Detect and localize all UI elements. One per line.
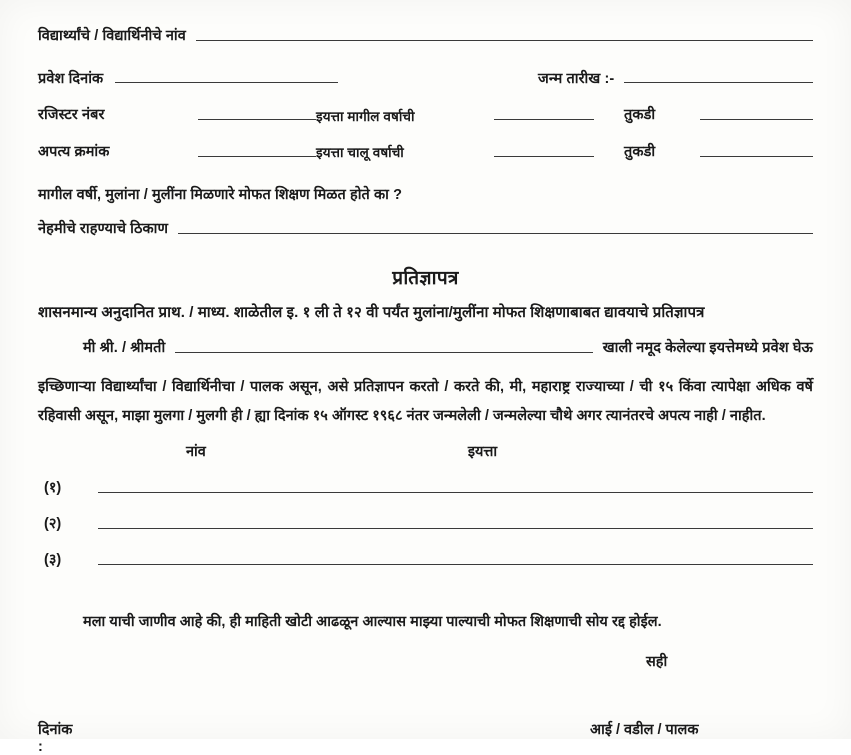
table-row	[38, 513, 813, 533]
register-class-prev-row	[38, 107, 813, 124]
awareness-statement: मला याची जाणीव आहे की, ही माहिती खोटी आढळून आल्यास माझ्या पाल्याची मोफत शिक्षणाची सोय रद्द होईल.	[83, 613, 662, 630]
signature-label: सही	[646, 653, 668, 670]
division-current-label: तुकडी	[624, 144, 656, 161]
free-education-question: मागील वर्षी, मुलांना / मुलींना मिळणारे मोफत शिक्षण मिळत होते का ?	[38, 186, 403, 203]
document-title: प्रतिज्ञापत्र	[392, 268, 459, 290]
birth-date-group	[538, 71, 813, 88]
division-current-input-line[interactable]	[700, 156, 813, 157]
residence-label: नेहमीचे राहण्याचे ठिकाण	[38, 221, 169, 238]
register-number-input-line[interactable]	[198, 119, 316, 120]
row-input-line[interactable]	[98, 527, 813, 529]
table-row	[38, 549, 813, 569]
declarant-prefix-label: मी श्री. / श्रीमती	[83, 340, 166, 357]
class-previous-year-input-line[interactable]	[494, 119, 594, 120]
row-input-line[interactable]	[98, 491, 813, 493]
child-order-class-current-row	[38, 144, 813, 161]
admission-date-group	[38, 71, 338, 88]
free-education-question-row	[38, 187, 813, 204]
form-content	[38, 22, 813, 755]
table-header-class: इयत्ता	[467, 443, 498, 460]
guardian-label: आई / वडील / पालक	[590, 721, 699, 738]
student-name-input-line[interactable]	[196, 39, 813, 41]
row-number: (३)	[44, 551, 62, 568]
row-number: (२)	[44, 515, 62, 532]
admission-date-label: प्रवेश दिनांक	[38, 70, 104, 87]
admission-date-input-line[interactable]	[115, 81, 338, 83]
birth-date-input-line[interactable]	[624, 81, 813, 83]
register-number-label: रजिस्टर नंबर	[38, 107, 105, 124]
student-name-label: विद्यार्थ्यांचे / विद्यार्थिनीचे नांव	[38, 28, 186, 44]
table-row	[38, 477, 813, 497]
declaration-body-paragraph: इच्छिणाऱ्या विद्यार्थ्यांचा / विद्यार्थिनीचा / पालक असून, असे प्रतिज्ञापन करतो / करते की, मी, महाराष्ट्र राज्याच्या / ची १५ किंवा त्यापेक्षा अधिक वर्षे रहिवासी असून, माझा मुलगा / मुलगी ही / ह्या दिनांक १५ ऑगस्ट १९६८ नंतर जन्मलेली / जन्मलेल्या चौथे अगर त्यानंतरचे अपत्य नाही / नाहीत.	[38, 378, 813, 424]
class-current-year-input-line[interactable]	[494, 156, 594, 157]
row-number: (१)	[44, 479, 62, 496]
class-previous-year-label: इयत्ता मागील वर्षाची	[316, 108, 415, 124]
declarant-name-input-line[interactable]	[175, 351, 592, 353]
division-previous-input-line[interactable]	[700, 119, 813, 120]
student-name-row	[38, 28, 813, 45]
birth-date-label: जन्म तारीख :-	[538, 70, 615, 87]
footer-row: दिनांक : आई / वडील / पालक	[38, 719, 813, 755]
row-input-line[interactable]	[98, 563, 813, 565]
residence-row	[38, 221, 813, 238]
division-previous-label: तुकडी	[624, 107, 656, 124]
declarant-suffix-label: खाली नमूद केलेल्या इयत्तेमध्ये प्रवेश घेऊ	[602, 340, 813, 357]
child-order-label: अपत्य क्रमांक	[38, 144, 110, 161]
residence-input-line[interactable]	[178, 232, 813, 234]
admission-birth-row	[38, 71, 813, 88]
child-order-input-line[interactable]	[198, 156, 316, 157]
class-current-year-label: इयत्ता चालू वर्षाची	[316, 145, 404, 161]
table-header-row	[38, 441, 813, 461]
document-subtitle: शासनमान्य अनुदानित प्राथ. / माध्य. शाळेतील इ. १ ली ते १२ वी पर्यंत मुलांना/मुलींना मोफत शिक्षणाबाबत द्यावयाचे प्रतिज्ञापत्र	[38, 304, 705, 322]
table-header-name: नांव	[186, 443, 206, 460]
declarant-row	[38, 340, 813, 357]
